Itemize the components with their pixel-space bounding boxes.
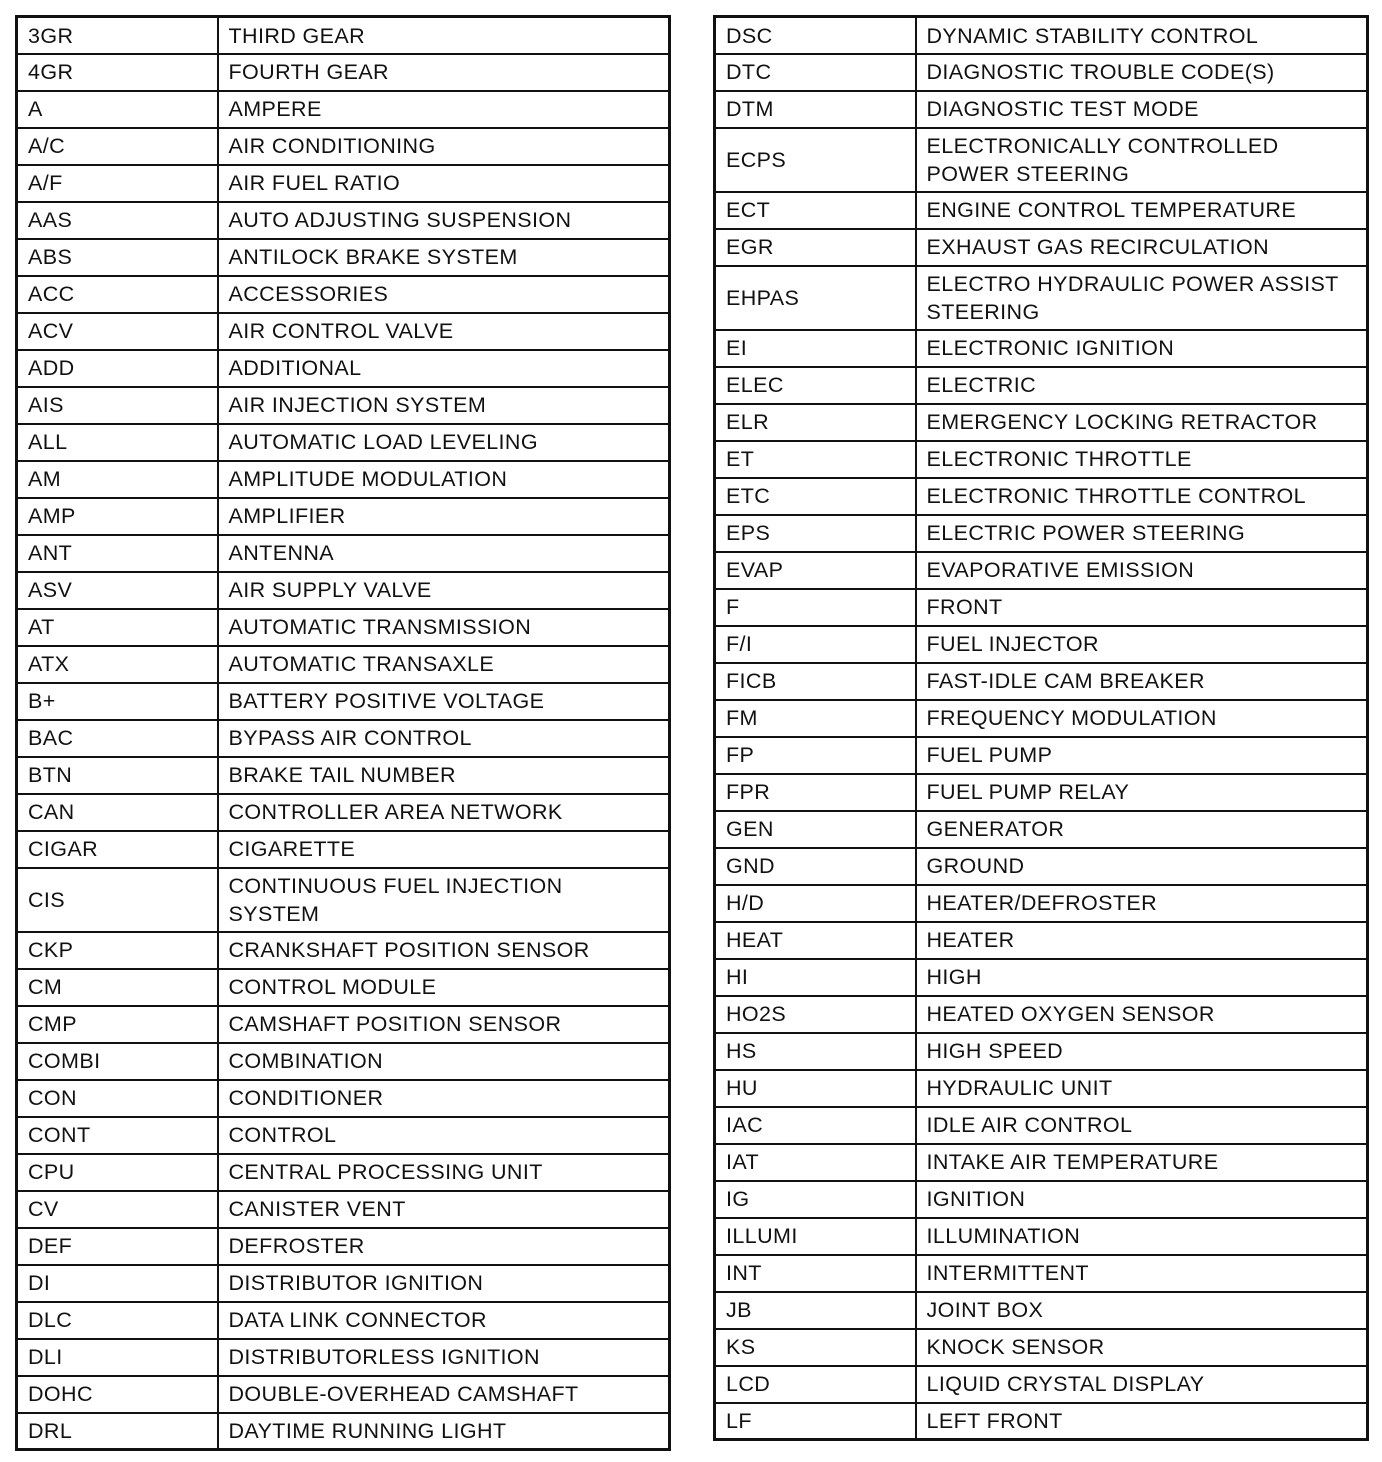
definition-cell: INTAKE AIR TEMPERATURE bbox=[916, 1144, 1368, 1181]
abbreviation-cell: LCD bbox=[715, 1366, 916, 1403]
definition-cell: FRONT bbox=[916, 589, 1368, 626]
abbreviation-cell: HO2S bbox=[715, 996, 916, 1033]
abbreviation-cell: CV bbox=[17, 1191, 218, 1228]
definition-cell: ELECTRONICALLY CONTROLLED POWER STEERING bbox=[916, 128, 1368, 192]
table-row bbox=[17, 1043, 670, 1080]
table-row bbox=[17, 461, 670, 498]
abbreviation-cell: CPU bbox=[17, 1154, 218, 1191]
table-row bbox=[17, 609, 670, 646]
table-row bbox=[715, 1292, 1368, 1329]
definition-cell: FAST-IDLE CAM BREAKER bbox=[916, 663, 1368, 700]
abbreviation-cell: AAS bbox=[17, 202, 218, 239]
abbreviation-cell: EI bbox=[715, 330, 916, 367]
abbreviation-cell: AIS bbox=[17, 387, 218, 424]
table-row bbox=[17, 535, 670, 572]
table-row bbox=[17, 794, 670, 831]
table-row bbox=[715, 996, 1368, 1033]
table-row bbox=[17, 1302, 670, 1339]
table-row bbox=[17, 128, 670, 165]
table-row bbox=[715, 774, 1368, 811]
table-left-body bbox=[17, 17, 670, 1450]
definition-cell: INTERMITTENT bbox=[916, 1255, 1368, 1292]
definition-cell: DIAGNOSTIC TEST MODE bbox=[916, 91, 1368, 128]
table-row bbox=[715, 229, 1368, 266]
table-row bbox=[17, 572, 670, 609]
table-row bbox=[17, 276, 670, 313]
abbreviation-cell: KS bbox=[715, 1329, 916, 1366]
abbreviation-cell: ADD bbox=[17, 350, 218, 387]
abbreviation-cell: ABS bbox=[17, 239, 218, 276]
table-row bbox=[715, 1403, 1368, 1440]
definition-cell: CONTINUOUS FUEL INJECTION SYSTEM bbox=[218, 868, 670, 932]
definition-cell: CIGARETTE bbox=[218, 831, 670, 868]
table-row bbox=[715, 1366, 1368, 1403]
definition-cell: CANISTER VENT bbox=[218, 1191, 670, 1228]
table-row bbox=[715, 367, 1368, 404]
definition-cell: CRANKSHAFT POSITION SENSOR bbox=[218, 932, 670, 969]
table-row bbox=[715, 128, 1368, 192]
definition-cell: ELECTRO HYDRAULIC POWER ASSIST STEERING bbox=[916, 266, 1368, 330]
abbreviation-cell: CIS bbox=[17, 868, 218, 932]
abbreviation-cell: DOHC bbox=[17, 1376, 218, 1413]
table-row bbox=[17, 757, 670, 794]
abbreviation-cell: ECPS bbox=[715, 128, 916, 192]
abbreviation-cell: IAC bbox=[715, 1107, 916, 1144]
abbreviation-cell: DRL bbox=[17, 1413, 218, 1450]
table-row bbox=[715, 17, 1368, 54]
definition-cell: AUTO ADJUSTING SUSPENSION bbox=[218, 202, 670, 239]
table-row bbox=[17, 1339, 670, 1376]
abbreviation-cell: ELR bbox=[715, 404, 916, 441]
abbreviation-cell: IAT bbox=[715, 1144, 916, 1181]
definition-cell: EVAPORATIVE EMISSION bbox=[916, 552, 1368, 589]
abbreviation-cell: GEN bbox=[715, 811, 916, 848]
abbreviation-cell: ANT bbox=[17, 535, 218, 572]
abbreviation-cell: A/F bbox=[17, 165, 218, 202]
abbreviation-cell: CONT bbox=[17, 1117, 218, 1154]
table-row bbox=[715, 1329, 1368, 1366]
abbreviation-cell: DI bbox=[17, 1265, 218, 1302]
definition-cell: LEFT FRONT bbox=[916, 1403, 1368, 1440]
definition-cell: ELECTRONIC THROTTLE bbox=[916, 441, 1368, 478]
abbreviation-cell: CMP bbox=[17, 1006, 218, 1043]
abbreviation-cell: FICB bbox=[715, 663, 916, 700]
abbreviation-cell: HU bbox=[715, 1070, 916, 1107]
abbreviation-cell: ILLUMI bbox=[715, 1218, 916, 1255]
definition-cell: EMERGENCY LOCKING RETRACTOR bbox=[916, 404, 1368, 441]
table-row bbox=[715, 552, 1368, 589]
abbreviation-cell: JB bbox=[715, 1292, 916, 1329]
abbreviation-cell: A/C bbox=[17, 128, 218, 165]
table-row bbox=[715, 700, 1368, 737]
abbreviation-cell: H/D bbox=[715, 885, 916, 922]
table-row bbox=[17, 932, 670, 969]
definition-cell: FUEL PUMP bbox=[916, 737, 1368, 774]
table-row bbox=[17, 1006, 670, 1043]
table-row bbox=[715, 91, 1368, 128]
abbreviation-cell: HEAT bbox=[715, 922, 916, 959]
abbreviation-cell: CAN bbox=[17, 794, 218, 831]
table-row bbox=[715, 811, 1368, 848]
abbreviation-cell: DLC bbox=[17, 1302, 218, 1339]
definition-cell: ELECTRIC POWER STEERING bbox=[916, 515, 1368, 552]
table-row bbox=[17, 350, 670, 387]
definition-cell: AUTOMATIC LOAD LEVELING bbox=[218, 424, 670, 461]
abbreviation-cell: DSC bbox=[715, 17, 916, 54]
definition-cell: FREQUENCY MODULATION bbox=[916, 700, 1368, 737]
table-row bbox=[17, 498, 670, 535]
table-right-body bbox=[715, 17, 1368, 1440]
abbreviation-cell: ETC bbox=[715, 478, 916, 515]
abbreviation-cell: CIGAR bbox=[17, 831, 218, 868]
table-row bbox=[715, 922, 1368, 959]
definition-cell: DYNAMIC STABILITY CONTROL bbox=[916, 17, 1368, 54]
definition-cell: DOUBLE-OVERHEAD CAMSHAFT bbox=[218, 1376, 670, 1413]
definition-cell: AIR FUEL RATIO bbox=[218, 165, 670, 202]
definition-cell: DISTRIBUTORLESS IGNITION bbox=[218, 1339, 670, 1376]
abbreviation-cell: CKP bbox=[17, 932, 218, 969]
definition-cell: ILLUMINATION bbox=[916, 1218, 1368, 1255]
abbreviation-cell: A bbox=[17, 91, 218, 128]
abbreviation-cell: FPR bbox=[715, 774, 916, 811]
definition-cell: CONTROL bbox=[218, 1117, 670, 1154]
definition-cell: IDLE AIR CONTROL bbox=[916, 1107, 1368, 1144]
abbreviation-cell: HI bbox=[715, 959, 916, 996]
table-row bbox=[715, 1070, 1368, 1107]
definition-cell: DIAGNOSTIC TROUBLE CODE(S) bbox=[916, 54, 1368, 91]
abbreviation-cell: ECT bbox=[715, 192, 916, 229]
abbreviation-cell: EVAP bbox=[715, 552, 916, 589]
table-row bbox=[17, 202, 670, 239]
definition-cell: CONDITIONER bbox=[218, 1080, 670, 1117]
definition-cell: HYDRAULIC UNIT bbox=[916, 1070, 1368, 1107]
table-row bbox=[17, 1117, 670, 1154]
definition-cell: CONTROLLER AREA NETWORK bbox=[218, 794, 670, 831]
abbreviations-table-right bbox=[713, 15, 1369, 1441]
table-row bbox=[17, 1228, 670, 1265]
table-row bbox=[17, 683, 670, 720]
abbreviation-cell: FP bbox=[715, 737, 916, 774]
table-row bbox=[17, 969, 670, 1006]
abbreviation-cell: ACV bbox=[17, 313, 218, 350]
definition-cell: GROUND bbox=[916, 848, 1368, 885]
definition-cell: ANTILOCK BRAKE SYSTEM bbox=[218, 239, 670, 276]
table-row bbox=[715, 737, 1368, 774]
table-row bbox=[17, 831, 670, 868]
definition-cell: AIR SUPPLY VALVE bbox=[218, 572, 670, 609]
table-row bbox=[715, 54, 1368, 91]
definition-cell: HEATED OXYGEN SENSOR bbox=[916, 996, 1368, 1033]
definition-cell: LIQUID CRYSTAL DISPLAY bbox=[916, 1366, 1368, 1403]
table-row bbox=[17, 1154, 670, 1191]
abbreviation-cell: COMBI bbox=[17, 1043, 218, 1080]
abbreviation-cell: AM bbox=[17, 461, 218, 498]
table-row bbox=[17, 239, 670, 276]
abbreviation-cell: ALL bbox=[17, 424, 218, 461]
definition-cell: AUTOMATIC TRANSAXLE bbox=[218, 646, 670, 683]
table-row bbox=[17, 1413, 670, 1450]
abbreviation-cell: IG bbox=[715, 1181, 916, 1218]
table-row bbox=[17, 91, 670, 128]
definition-cell: AMPLITUDE MODULATION bbox=[218, 461, 670, 498]
definition-cell: AUTOMATIC TRANSMISSION bbox=[218, 609, 670, 646]
definition-cell: AMPERE bbox=[218, 91, 670, 128]
definition-cell: FOURTH GEAR bbox=[218, 54, 670, 91]
table-row bbox=[17, 646, 670, 683]
table-row bbox=[715, 1033, 1368, 1070]
table-row bbox=[715, 478, 1368, 515]
abbreviation-cell: ATX bbox=[17, 646, 218, 683]
abbreviation-cell: F/I bbox=[715, 626, 916, 663]
abbreviation-cell: GND bbox=[715, 848, 916, 885]
abbreviation-cell: CM bbox=[17, 969, 218, 1006]
abbreviation-cell: LF bbox=[715, 1403, 916, 1440]
abbreviation-cell: HS bbox=[715, 1033, 916, 1070]
definition-cell: BATTERY POSITIVE VOLTAGE bbox=[218, 683, 670, 720]
definition-cell: AIR CONTROL VALVE bbox=[218, 313, 670, 350]
table-row bbox=[715, 515, 1368, 552]
table-row bbox=[715, 1144, 1368, 1181]
definition-cell: ELECTRONIC IGNITION bbox=[916, 330, 1368, 367]
definition-cell: ELECTRIC bbox=[916, 367, 1368, 404]
definition-cell: COMBINATION bbox=[218, 1043, 670, 1080]
definition-cell: ELECTRONIC THROTTLE CONTROL bbox=[916, 478, 1368, 515]
abbreviation-cell: F bbox=[715, 589, 916, 626]
definition-cell: FUEL PUMP RELAY bbox=[916, 774, 1368, 811]
definition-cell: THIRD GEAR bbox=[218, 17, 670, 54]
definition-cell: HEATER/DEFROSTER bbox=[916, 885, 1368, 922]
table-row bbox=[17, 720, 670, 757]
definition-cell: DAYTIME RUNNING LIGHT bbox=[218, 1413, 670, 1450]
abbreviation-cell: 3GR bbox=[17, 17, 218, 54]
table-row bbox=[17, 1376, 670, 1413]
table-row bbox=[17, 1265, 670, 1302]
abbreviation-cell: DTM bbox=[715, 91, 916, 128]
abbreviations-table-left bbox=[15, 15, 671, 1451]
table-row bbox=[17, 424, 670, 461]
definition-cell: AMPLIFIER bbox=[218, 498, 670, 535]
table-row bbox=[17, 17, 670, 54]
table-row bbox=[17, 165, 670, 202]
abbreviation-cell: ELEC bbox=[715, 367, 916, 404]
definition-cell: DEFROSTER bbox=[218, 1228, 670, 1265]
definition-cell: ANTENNA bbox=[218, 535, 670, 572]
table-row bbox=[715, 589, 1368, 626]
definition-cell: CAMSHAFT POSITION SENSOR bbox=[218, 1006, 670, 1043]
abbreviation-cell: EGR bbox=[715, 229, 916, 266]
table-row bbox=[715, 1255, 1368, 1292]
abbreviation-cell: ACC bbox=[17, 276, 218, 313]
definition-cell: AIR CONDITIONING bbox=[218, 128, 670, 165]
abbreviation-cell: INT bbox=[715, 1255, 916, 1292]
table-row bbox=[715, 1218, 1368, 1255]
definition-cell: ADDITIONAL bbox=[218, 350, 670, 387]
definition-cell: ACCESSORIES bbox=[218, 276, 670, 313]
table-row bbox=[17, 387, 670, 424]
table-row bbox=[715, 1107, 1368, 1144]
definition-cell: EXHAUST GAS RECIRCULATION bbox=[916, 229, 1368, 266]
abbreviation-cell: BTN bbox=[17, 757, 218, 794]
abbreviation-cell: FM bbox=[715, 700, 916, 737]
table-row bbox=[715, 441, 1368, 478]
abbreviation-cell: BAC bbox=[17, 720, 218, 757]
table-row bbox=[17, 1191, 670, 1228]
table-row bbox=[715, 663, 1368, 700]
abbreviation-cell: DLI bbox=[17, 1339, 218, 1376]
definition-cell: JOINT BOX bbox=[916, 1292, 1368, 1329]
abbreviation-cell: DTC bbox=[715, 54, 916, 91]
table-row bbox=[715, 330, 1368, 367]
abbreviation-cell: AT bbox=[17, 609, 218, 646]
definition-cell: FUEL INJECTOR bbox=[916, 626, 1368, 663]
table-row bbox=[715, 404, 1368, 441]
abbreviation-cell: CON bbox=[17, 1080, 218, 1117]
table-row bbox=[715, 959, 1368, 996]
table-row bbox=[715, 848, 1368, 885]
definition-cell: ENGINE CONTROL TEMPERATURE bbox=[916, 192, 1368, 229]
table-row bbox=[715, 626, 1368, 663]
definition-cell: HEATER bbox=[916, 922, 1368, 959]
abbreviation-cell: EPS bbox=[715, 515, 916, 552]
definition-cell: IGNITION bbox=[916, 1181, 1368, 1218]
abbreviation-cell: AMP bbox=[17, 498, 218, 535]
abbreviation-cell: B+ bbox=[17, 683, 218, 720]
table-row bbox=[715, 266, 1368, 330]
definition-cell: AIR INJECTION SYSTEM bbox=[218, 387, 670, 424]
definition-cell: DISTRIBUTOR IGNITION bbox=[218, 1265, 670, 1302]
table-row bbox=[17, 54, 670, 91]
abbreviation-cell: EHPAS bbox=[715, 266, 916, 330]
definition-cell: DATA LINK CONNECTOR bbox=[218, 1302, 670, 1339]
table-row bbox=[715, 885, 1368, 922]
definition-cell: CONTROL MODULE bbox=[218, 969, 670, 1006]
abbreviation-cell: DEF bbox=[17, 1228, 218, 1265]
abbreviation-cell: ASV bbox=[17, 572, 218, 609]
definition-cell: HIGH SPEED bbox=[916, 1033, 1368, 1070]
definition-cell: HIGH bbox=[916, 959, 1368, 996]
definition-cell: GENERATOR bbox=[916, 811, 1368, 848]
table-row bbox=[715, 1181, 1368, 1218]
table-row bbox=[17, 1080, 670, 1117]
definition-cell: CENTRAL PROCESSING UNIT bbox=[218, 1154, 670, 1191]
definition-cell: BYPASS AIR CONTROL bbox=[218, 720, 670, 757]
table-row bbox=[715, 192, 1368, 229]
abbreviation-cell: 4GR bbox=[17, 54, 218, 91]
table-row bbox=[17, 868, 670, 932]
definition-cell: KNOCK SENSOR bbox=[916, 1329, 1368, 1366]
definition-cell: BRAKE TAIL NUMBER bbox=[218, 757, 670, 794]
table-row bbox=[17, 313, 670, 350]
abbreviation-cell: ET bbox=[715, 441, 916, 478]
